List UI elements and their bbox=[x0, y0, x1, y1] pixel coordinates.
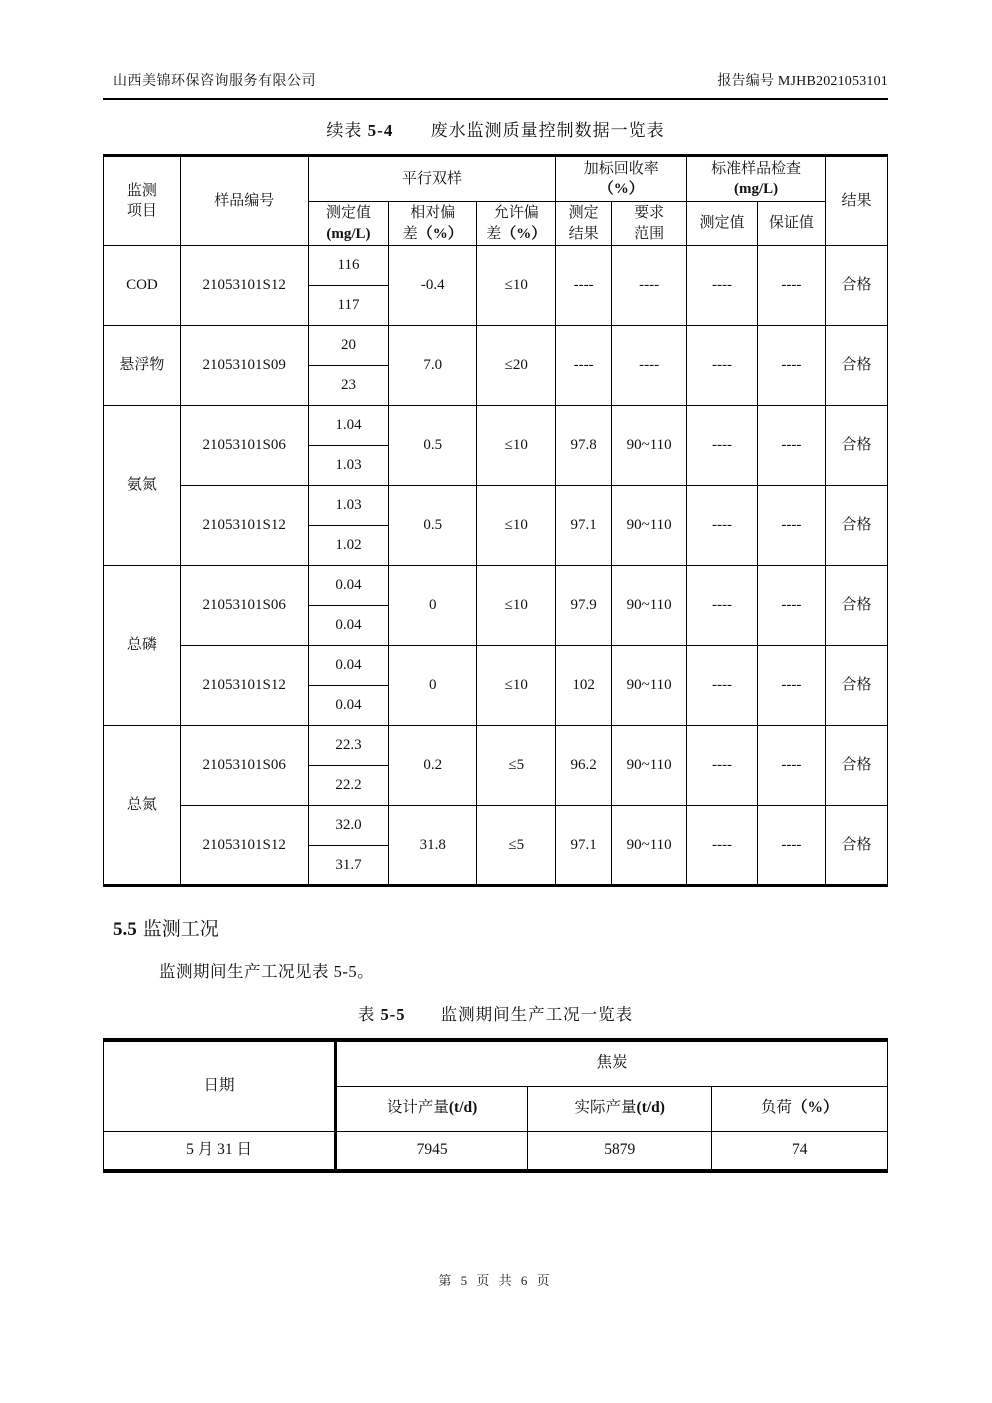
measured-value-cell: 116 bbox=[308, 246, 389, 286]
table-5-4-title-prefix: 续表 bbox=[326, 121, 363, 140]
allowed-deviation-cell: ≤5 bbox=[477, 726, 556, 806]
result-cell: 合格 bbox=[825, 486, 887, 566]
table-row bbox=[104, 486, 888, 526]
page-footer: 第 5 页 共 6 页 bbox=[438, 1273, 553, 1288]
table-5-4-title bbox=[103, 116, 888, 141]
result-cell: 合格 bbox=[825, 246, 887, 326]
relative-deviation-cell: 0 bbox=[389, 566, 477, 646]
table-5-4-title-number: 5-4 bbox=[367, 121, 394, 140]
std-measured-cell: ---- bbox=[687, 566, 758, 646]
std-guaranteed-cell: ---- bbox=[757, 326, 825, 406]
qc-col-allowed-deviation: 允许偏 差（%） bbox=[477, 202, 556, 246]
table-5-5-title-text: 监测期间生产工况一览表 bbox=[440, 1005, 634, 1024]
sample-id-cell: 21053101S12 bbox=[180, 806, 308, 886]
qc-col-std-measured: 测定值 bbox=[687, 202, 758, 246]
table-row bbox=[104, 806, 888, 846]
relative-deviation-cell: 0.5 bbox=[389, 406, 477, 486]
section-number: 5.5 bbox=[113, 919, 137, 940]
table-row bbox=[104, 1131, 888, 1171]
sample-id-cell: 21053101S06 bbox=[180, 406, 308, 486]
work-col-design-output: 设计产量(t/d) bbox=[336, 1086, 528, 1131]
required-range-cell: 90~110 bbox=[611, 566, 686, 646]
spike-result-cell: 97.8 bbox=[556, 406, 612, 486]
allowed-deviation-cell: ≤10 bbox=[477, 566, 556, 646]
required-range-cell: ---- bbox=[611, 246, 686, 326]
relative-deviation-cell: 31.8 bbox=[389, 806, 477, 886]
spike-result-cell: 97.1 bbox=[556, 806, 612, 886]
allowed-deviation-cell: ≤20 bbox=[477, 326, 556, 406]
allowed-deviation-cell: ≤5 bbox=[477, 806, 556, 886]
design-output-cell: 7945 bbox=[336, 1131, 528, 1171]
company-name: 山西美锦环保咨询服务有限公司 bbox=[113, 74, 316, 89]
relative-deviation-cell: 0.2 bbox=[389, 726, 477, 806]
spike-result-cell: 102 bbox=[556, 646, 612, 726]
sample-id-cell: 21053101S06 bbox=[180, 566, 308, 646]
sample-id-cell: 21053101S09 bbox=[180, 326, 308, 406]
relative-deviation-cell: 7.0 bbox=[389, 326, 477, 406]
measured-value-cell: 0.04 bbox=[308, 686, 389, 726]
sample-id-cell: 21053101S12 bbox=[180, 646, 308, 726]
report-number: 报告编号 MJHB2021053101 bbox=[717, 74, 888, 89]
required-range-cell: 90~110 bbox=[611, 726, 686, 806]
section-paragraph: 监测期间生产工况见表 5-5。 bbox=[159, 962, 375, 981]
qc-group-standard: 标准样品检查 (mg/L) bbox=[687, 156, 826, 202]
result-cell: 合格 bbox=[825, 806, 887, 886]
table-row bbox=[104, 566, 888, 606]
required-range-cell: 90~110 bbox=[611, 646, 686, 726]
std-guaranteed-cell: ---- bbox=[757, 486, 825, 566]
actual-output-cell: 5879 bbox=[528, 1131, 712, 1171]
std-guaranteed-cell: ---- bbox=[757, 806, 825, 886]
std-guaranteed-cell: ---- bbox=[757, 726, 825, 806]
relative-deviation-cell: -0.4 bbox=[389, 246, 477, 326]
spike-result-cell: ---- bbox=[556, 246, 612, 326]
qc-group-spike: 加标回收率 （%） bbox=[556, 156, 687, 202]
work-col-actual-output: 实际产量(t/d) bbox=[528, 1086, 712, 1131]
item-cell: 总氮 bbox=[104, 726, 181, 886]
work-header-row-1 bbox=[104, 1040, 888, 1086]
result-cell: 合格 bbox=[825, 326, 887, 406]
work-col-date: 日期 bbox=[104, 1040, 336, 1131]
std-guaranteed-cell: ---- bbox=[757, 646, 825, 726]
relative-deviation-cell: 0 bbox=[389, 646, 477, 726]
allowed-deviation-cell: ≤10 bbox=[477, 646, 556, 726]
spike-result-cell: ---- bbox=[556, 326, 612, 406]
table-row bbox=[104, 726, 888, 766]
date-cell: 5 月 31 日 bbox=[104, 1131, 336, 1171]
measured-value-cell: 117 bbox=[308, 286, 389, 326]
table-5-5-title-number: 5-5 bbox=[380, 1005, 406, 1024]
measured-value-cell: 1.03 bbox=[308, 446, 389, 486]
qc-table bbox=[103, 154, 888, 887]
std-guaranteed-cell: ---- bbox=[757, 246, 825, 326]
qc-col-relative-deviation: 相对偏 差（%） bbox=[389, 202, 477, 246]
measured-value-cell: 0.04 bbox=[308, 646, 389, 686]
measured-value-cell: 31.7 bbox=[308, 846, 389, 886]
relative-deviation-cell: 0.5 bbox=[389, 486, 477, 566]
std-measured-cell: ---- bbox=[687, 806, 758, 886]
work-group-coke: 焦炭 bbox=[336, 1040, 888, 1086]
section-title: 监测工况 bbox=[142, 919, 219, 940]
sample-id-cell: 21053101S06 bbox=[180, 726, 308, 806]
table-5-4-title-text: 废水监测质量控制数据一览表 bbox=[430, 121, 665, 140]
qc-col-sample-id: 样品编号 bbox=[180, 156, 308, 246]
spike-result-cell: 96.2 bbox=[556, 726, 612, 806]
result-cell: 合格 bbox=[825, 646, 887, 726]
measured-value-cell: 1.04 bbox=[308, 406, 389, 446]
item-cell: 总磷 bbox=[104, 566, 181, 726]
measured-value-cell: 23 bbox=[308, 366, 389, 406]
allowed-deviation-cell: ≤10 bbox=[477, 246, 556, 326]
measured-value-cell: 20 bbox=[308, 326, 389, 366]
item-cell: 氨氮 bbox=[104, 406, 181, 566]
measured-value-cell: 1.02 bbox=[308, 526, 389, 566]
allowed-deviation-cell: ≤10 bbox=[477, 406, 556, 486]
qc-col-result: 结果 bbox=[825, 156, 887, 246]
item-cell: COD bbox=[104, 246, 181, 326]
qc-col-measured-value: 测定值 (mg/L) bbox=[308, 202, 389, 246]
measured-value-cell: 0.04 bbox=[308, 606, 389, 646]
std-measured-cell: ---- bbox=[687, 726, 758, 806]
qc-col-std-guaranteed: 保证值 bbox=[757, 202, 825, 246]
table-row bbox=[104, 406, 888, 446]
sample-id-cell: 21053101S12 bbox=[180, 246, 308, 326]
required-range-cell: ---- bbox=[611, 326, 686, 406]
sample-id-cell: 21053101S12 bbox=[180, 486, 308, 566]
result-cell: 合格 bbox=[825, 566, 887, 646]
allowed-deviation-cell: ≤10 bbox=[477, 486, 556, 566]
std-measured-cell: ---- bbox=[687, 406, 758, 486]
required-range-cell: 90~110 bbox=[611, 406, 686, 486]
std-measured-cell: ---- bbox=[687, 646, 758, 726]
qc-col-spike-result: 测定 结果 bbox=[556, 202, 612, 246]
work-col-load: 负荷（%） bbox=[712, 1086, 888, 1131]
item-cell: 悬浮物 bbox=[104, 326, 181, 406]
table-5-5-title bbox=[103, 1001, 888, 1025]
required-range-cell: 90~110 bbox=[611, 486, 686, 566]
table-row bbox=[104, 646, 888, 686]
std-measured-cell: ---- bbox=[687, 486, 758, 566]
table-row bbox=[104, 246, 888, 286]
result-cell: 合格 bbox=[825, 406, 887, 486]
qc-group-parallel: 平行双样 bbox=[308, 156, 556, 202]
std-guaranteed-cell: ---- bbox=[757, 566, 825, 646]
table-5-5-title-prefix: 表 bbox=[357, 1005, 376, 1024]
spike-result-cell: 97.9 bbox=[556, 566, 612, 646]
qc-header-row-1 bbox=[104, 156, 888, 202]
std-measured-cell: ---- bbox=[687, 326, 758, 406]
page-header bbox=[103, 0, 888, 100]
section-heading bbox=[103, 914, 888, 941]
result-cell: 合格 bbox=[825, 726, 887, 806]
measured-value-cell: 22.3 bbox=[308, 726, 389, 766]
spike-result-cell: 97.1 bbox=[556, 486, 612, 566]
production-table bbox=[103, 1038, 888, 1173]
std-guaranteed-cell: ---- bbox=[757, 406, 825, 486]
measured-value-cell: 22.2 bbox=[308, 766, 389, 806]
measured-value-cell: 32.0 bbox=[308, 806, 389, 846]
measured-value-cell: 0.04 bbox=[308, 566, 389, 606]
required-range-cell: 90~110 bbox=[611, 806, 686, 886]
table-row bbox=[104, 326, 888, 366]
qc-col-required-range: 要求 范围 bbox=[611, 202, 686, 246]
load-cell: 74 bbox=[712, 1131, 888, 1171]
measured-value-cell: 1.03 bbox=[308, 486, 389, 526]
qc-col-item: 监测 项目 bbox=[104, 156, 181, 246]
std-measured-cell: ---- bbox=[687, 246, 758, 326]
